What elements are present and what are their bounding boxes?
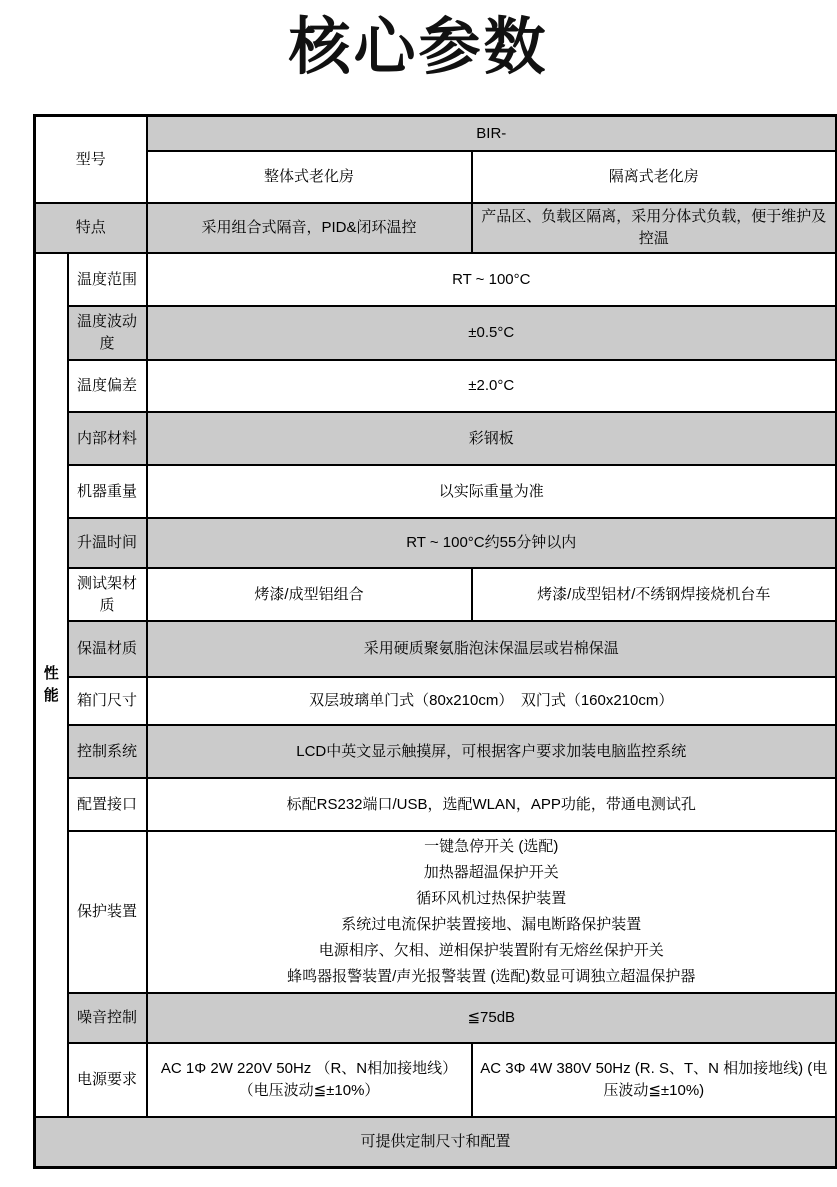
spec-value: ±2.0°C (147, 360, 837, 412)
spec-label: 噪音控制 (68, 993, 147, 1043)
spec-value: RT ~ 100°C (147, 253, 837, 306)
protection-line: 电源相序、欠相、逆相保护装置附有无熔丝保护开关 (318, 942, 664, 960)
feature-isolated-cell: 产品区、负载区隔离，采用分体式负载，便于维护及控温 (472, 203, 837, 253)
spec-row-heatup-time (35, 518, 837, 568)
spec-label: 控制系统 (68, 725, 147, 778)
model-series-row (35, 115, 837, 151)
spec-value-right: 烤漆/成型铝材/不绣钢焊接烧机台车 (472, 568, 837, 621)
spec-row-interior-material (35, 412, 837, 465)
spec-row-protection-devices (35, 831, 837, 993)
spec-value-left: 烤漆/成型铝组合 (147, 568, 472, 621)
performance-label-cell (35, 253, 68, 1117)
spec-row-temp-range (35, 253, 837, 306)
spec-label: 箱门尺寸 (68, 677, 147, 725)
spec-value: ±0.5°C (147, 306, 837, 360)
spec-value-left: AC 1Φ 2W 220V 50Hz （R、N相加接地线） （电压波动≦±10%） (147, 1043, 472, 1117)
spec-value: 采用硬质聚氨脂泡沫保温层或岩棉保温 (147, 621, 837, 677)
spec-value: 以实际重量为准 (147, 465, 837, 518)
spec-row-control-system (35, 725, 837, 778)
spec-row-insulation-material (35, 621, 837, 677)
model-type-isolated-cell: 隔离式老化房 (472, 151, 837, 203)
model-type-integral-cell: 整体式老化房 (147, 151, 472, 203)
protection-line: 循环风机过热保护装置 (416, 890, 567, 908)
spec-value: ≦75dB (147, 993, 837, 1043)
spec-row-test-rack-material (35, 568, 837, 621)
spec-label: 温度范围 (68, 253, 147, 306)
spec-label: 机器重量 (68, 465, 147, 518)
spec-row-machine-weight (35, 465, 837, 518)
spec-table (33, 114, 837, 1169)
feature-row (35, 203, 837, 253)
spec-row-door-size (35, 677, 837, 725)
protection-line: 系统过电流保护装置接地、漏电断路保护装置 (341, 916, 642, 934)
spec-value: 双层玻璃单门式（80x210cm） 双门式（160x210cm） (147, 677, 837, 725)
spec-label: 温度波动度 (68, 306, 147, 360)
spec-value: RT ~ 100°C约55分钟以内 (147, 518, 837, 568)
spec-label: 内部材料 (68, 412, 147, 465)
model-series-cell: BIR- (147, 115, 837, 151)
spec-label: 保温材质 (68, 621, 147, 677)
protection-line: 一键急停开关 (选配) (424, 838, 559, 856)
spec-value: 彩钢板 (147, 412, 837, 465)
spec-row-temp-deviation (35, 360, 837, 412)
spec-value: 标配RS232端口/USB，选配WLAN，APP功能，带通电测试孔 (147, 778, 837, 831)
feature-label-cell: 特点 (35, 203, 147, 253)
spec-label: 电源要求 (68, 1043, 147, 1117)
spec-label: 配置接口 (68, 778, 147, 831)
footer-row (35, 1117, 837, 1167)
spec-label: 测试架材质 (68, 568, 147, 621)
protection-line: 加热器超温保护开关 (423, 864, 559, 882)
protection-line: 蜂鸣器报警装置/声光报警装置 (选配)数显可调独立超温保护器 (287, 968, 696, 986)
spec-value: LCD中英文显示触摸屏，可根据客户要求加装电脑监控系统 (147, 725, 837, 778)
footer-note-cell: 可提供定制尺寸和配置 (35, 1117, 837, 1167)
spec-row-power-requirements (35, 1043, 837, 1117)
spec-value-multiline (147, 831, 837, 993)
model-types-row (35, 151, 837, 203)
spec-row-interface-config (35, 778, 837, 831)
spec-row-temp-fluctuation (35, 306, 837, 360)
page-title: 核心参数 (288, 13, 549, 82)
feature-integral-cell: 采用组合式隔音，PID&闭环温控 (147, 203, 472, 253)
model-label-cell: 型号 (35, 115, 147, 203)
spec-label: 温度偏差 (68, 360, 147, 412)
performance-label: 性能 (43, 664, 59, 705)
spec-row-noise-control (35, 993, 837, 1043)
spec-label: 保护装置 (68, 831, 147, 993)
spec-label: 升温时间 (68, 518, 147, 568)
spec-value-right: AC 3Φ 4W 380V 50Hz (R. S、T、N 相加接地线) (电压波动≦±10%) (472, 1043, 837, 1117)
